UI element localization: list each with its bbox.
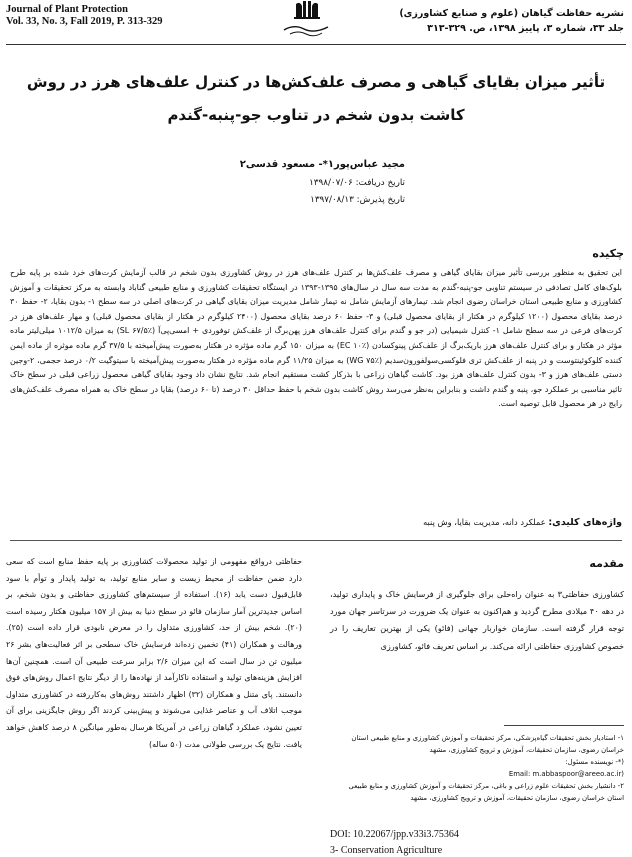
journal-header-fa: [374, 6, 624, 36]
corresponding-author-note: (*- نویسنده مسئول:: [565, 758, 624, 767]
article-dates: [309, 175, 405, 209]
corresponding-email[interactable]: Email: m.abbaspoor@areeo.ac.ir): [508, 770, 624, 779]
footnotes: [330, 732, 624, 805]
body-column-left: [6, 554, 302, 753]
journal-volume-fa: جلد ۳۳، شماره ۳، پاییز ۱۳۹۸، ص. ۳۲۹-۳۱۳: [427, 23, 624, 34]
doi-block: [330, 827, 459, 857]
footnote-2: ۲- دانشیار بخش تحقیقات علوم زراعی و باغی، مرکز تحقیقات و آموزش کشاورزی و منابع طبیعی استان خراسان رضوی، سازمان تحقیقات، آموزش و ترویج کشاورزی، مشهد: [348, 782, 624, 803]
keywords-text: عملکرد دانه، مدیریت بقایا، وش پنبه: [423, 517, 546, 527]
article-title: تأثیر میزان بقایای گیاهی و مصرف علف‌کش‌ها در کنترل علف‌های هرز در روش کاشت بدون شخم در تناوب جو-پنبه-گندم: [26, 73, 606, 124]
journal-name-fa: نشریه حفاظت گیاهان (علوم و صنایع کشاورزی): [399, 8, 624, 19]
footnote-3: 3- Conservation Agriculture: [330, 845, 443, 856]
intro-column: [330, 556, 624, 655]
abstract-text: این تحقیق به منظور بررسی تأثیر میزان بقایای گیاهی و مصرف علف‌کش‌ها بر کنترل علف‌های هرز در روش کشاورزی بدون شخم در قالب آزمایش کرت‌های خرد شده بر پایه طرح بلوک‌های کامل تصادفی در سیستم تناوبی جو-پنبه-گندم به مدت سه سال در سال‌های ۱۳۹۵-۱۳۹۳ در ایستگاه تحقیقات کشاورزی و منابع طبیعی گناباد وابسته به مرکز تحقیقات و آموزش کشاورزی و منابع طبیعی استان خراسان رضوی انجام شد. تیمارهای آزمایش شامل نه تیمار شامل مدیریت میزان بقایای گیاهی در کرت‌های اصلی در سه سطح ۱- بدون بقایا، ۲- حفظ ۳۰ درصد بقایای محصول (۱۲۰۰ کیلوگرم در هکتار از بقایای محصول قبلی) و ۳- حفظ ۶۰ درصد بقایای محصول (۲۴۰۰ کیلوگرم در هکتار از بقایای محصول قبلی) و مهار علف‌های هرز در کرت‌های فرعی در سه سطح شامل ۱- کنترل شیمیایی (در جو و گندم برای کنترل علف‌های هرز پهن‌برگ از علف‌کش توفوردی + امسی‌پی‌آ (SL ۶۷/۵٪) به میزان ۱۰۱۲/۵ میلی‌لیتر ماده مؤثر در هکتار و برای کنترل علف‌های هرز باریک‌برگ از علف‌کش پینوکسادن (EC ۱۰٪) به میزان ۱۵۰ گرم ماده مؤثره در هکتار به‌صورت پیش‌آمیخته با ۳۷/۵ گرم ماده موثره از ماده ایمن کننده کلوکوئینتوست و در پنبه از علف‌کش تری فلوکسی‌سولفورون‌سدیم (WG ۷۵٪) به میزان ۱۱/۲۵ گرم ماده مؤثره در هکتار به‌صورت پیش‌آمیخته با سیتوگیت ۰/۲ درصد حجمی، ۲-وجین دستی علف‌های هرز و ۳- بدون کنترل علف‌های هرز بود. کاشت گیاهان زراعی با بذرکار کشت مستقیم انجام شد. نتایج نشان داد وجود بقایای گیاهی محصول زراعی قبلی در سطح خاک تاثیر مناسبی بر عملکرد جو، پنبه و گندم داشت و بنابراین به‌نظر می‌رسد روش کاشت بدون شخم با حفظ حداقل ۳۰ درصد (تا ۶۰ درصد) بقایا در سطح خاک به همراه مصرف علف‌کش‌های رایج در هر محصول قابل توصیه است.: [10, 268, 623, 409]
university-emblem-icon: [278, 0, 336, 38]
footnote-divider: [504, 725, 624, 726]
abstract-heading: چکیده: [592, 247, 624, 260]
intro-heading: مقدمه: [589, 557, 624, 570]
received-date: تاریخ دریافت: ۱۳۹۸/۰۷/۰۶: [309, 178, 405, 188]
intro-text: کشاورزی حفاظتی۳ به عنوان راه‌حلی برای جلوگیری از فرسایش خاک و پایداری تولید، در دهه ۴۰ میلادی مطرح گردید و هم‌اکنون به عنوان یک ضرورت در سرتاسر جهان مورد توجه قرار گرفته است. سازمان خواربار جهانی (فائو) یکی از بهترین تعاریف را در خصوص کشاورزی حفاظتی ارائه می‌کند. بر اساس تعریف فائو، کشاورزی: [330, 589, 624, 651]
header-divider: [6, 44, 626, 45]
accepted-date: تاریخ پذیرش: ۱۳۹۷/۰۸/۱۳: [310, 195, 405, 205]
body-text-left: حفاظتی درواقع مفهومی از تولید محصولات کشاورزی بر پایه حفظ منابع است که سعی دارد ضمن حفاظت از محیط زیست و سایر منابع تولید، به تولید پایدار و توأم با سود قابل‌قبول دست یابد (۱۶). استفاده از سیستم‌های کشاورزی حفاظتی و بدون شخم، بر اساس جدیدترین آمار سازمان فائو در سطح دنیا به بیش از ۱۵۷ میلیون هکتار رسیده است (۲۰). شخم بیش از حد، کشاورزی متداول را در معرض نابودی قرار داده است (۲۵). ورهالت و همکاران (۴۱) تخمین زده‌اند فرسایش خاک سطحی بر اثر فعالیت‌های بشر ۲۶ میلیون تن در سال است که این میزان ۲/۶ برابر سرعت طبیعی آن است. همچنین آن‌ها افزایش هزینه‌های تولید و استفاده ناکارآمد از نهاده‌ها را از دیگر نتایج اعمال روش‌های فوق دانستند. پای متنل و همکاران (۳۲) اظهار داشتند روش‌های به‌کاررفته در کشاورزی متداول موجب اتلاف آب و عناصر غذایی می‌شوند و پیش‌بینی کردند اگر روش جایگزینی برای آن تعیین نشود، عملکرد گیاهان زراعی در آمریکا هرسال به‌طور میانگین ۸ درصد کاهش خواهد یافت. نتایج یک بررسی طولانی مدت (۵۰ ساله): [6, 557, 303, 749]
journal-volume-en: Vol. 33, No. 3, Fall 2019, P. 313-329: [6, 16, 163, 27]
keywords-label: واژه‌های کلیدی:: [548, 517, 622, 528]
doi-link[interactable]: DOI: 10.22067/jpp.v33i3.75364: [330, 829, 459, 840]
author-list: مجید عباس‌پور۱*- مسعود قدسی۲: [239, 159, 405, 170]
keywords: [423, 517, 622, 528]
keywords-divider: [10, 540, 622, 541]
journal-name-en: Journal of Plant Protection: [6, 4, 129, 15]
footnote-1: ۱- استادیار بخش تحقیقات گیاه‌پزشکی، مرکز تحقیقات و آموزش کشاورزی و منابع طبیعی استان خراسان رضوی، سازمان تحقیقات، آموزش و ترویج کشاورزی، مشهد: [351, 734, 624, 755]
journal-header-en: [6, 4, 246, 28]
